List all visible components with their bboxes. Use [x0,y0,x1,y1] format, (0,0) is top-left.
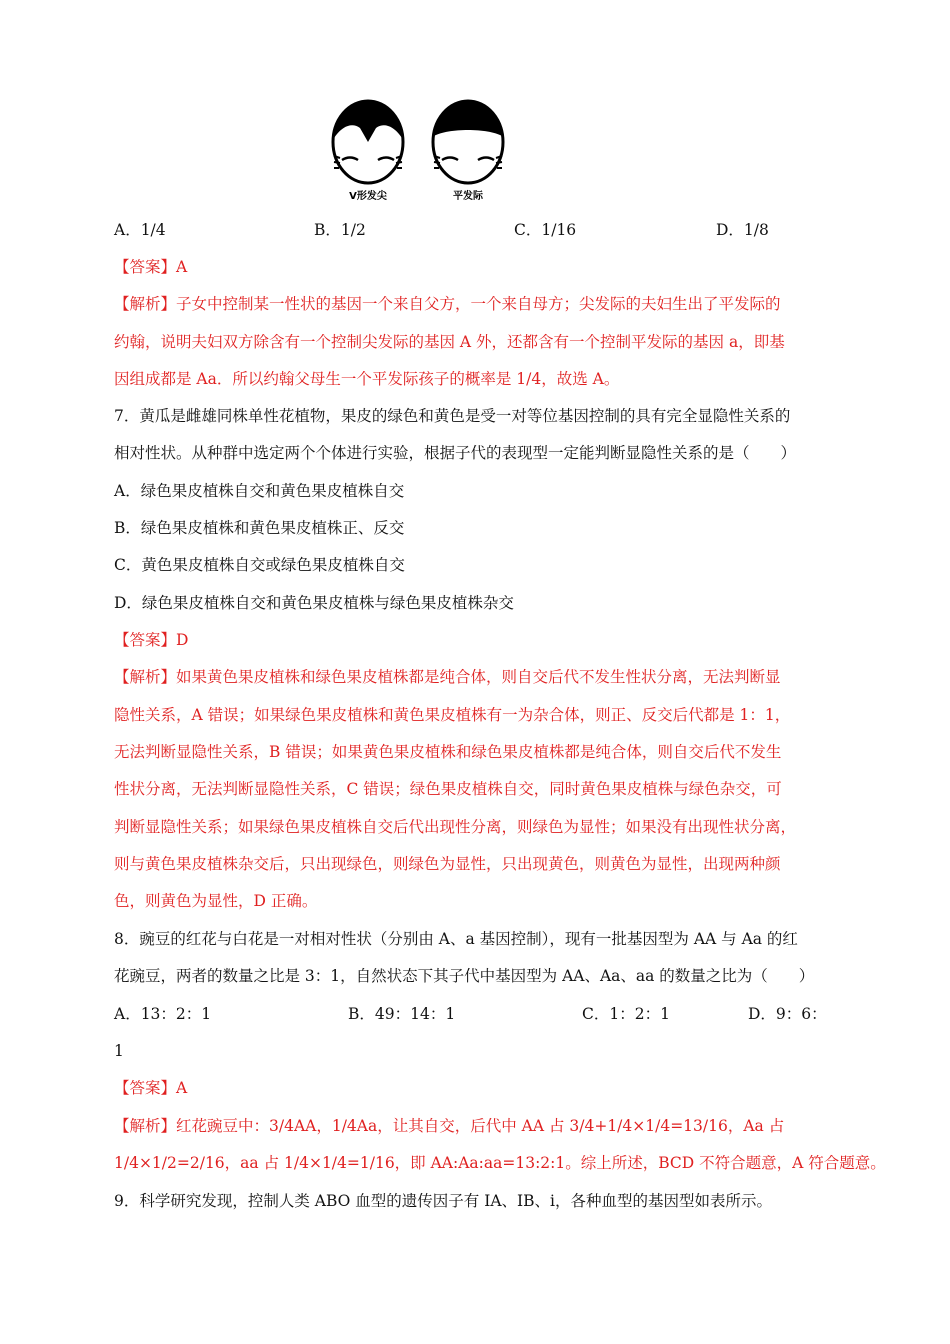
q7-stem-line-1: 7．黄瓜是雌雄同株单性花植物，果皮的绿色和黄色是受一对等位基因控制的具有完全显隐性关系的 [114,407,791,425]
q8-analysis-line-1: 【解析】红花豌豆中：3/4AA，1/4Aa，让其自交，后代中 AA 占 3/4+1/4×1/4=13/16，Aa 占 [114,1117,785,1135]
q8-analysis-line-2: 1/4×1/2=2/16，aa 占 1/4×1/4=1/16，即 AA:Aa:aa=13:2:1。综上所述，BCD 不符合题意，A 符合题意。 [114,1154,886,1172]
hairline-figure [330,98,510,206]
q7-option-a: A．绿色果皮植株自交和黄色果皮植株自交 [114,482,405,500]
q6-option-b: B．1/2 [314,221,366,239]
q7-option-c: C．黄色果皮植株自交或绿色果皮植株自交 [114,556,405,574]
q7-option-d: D．绿色果皮植株自交和黄色果皮植株与绿色果皮植株杂交 [114,594,514,612]
q7-option-b: B．绿色果皮植株和黄色果皮植株正、反交 [114,519,405,537]
q7-stem-line-2: 相对性状。从种群中选定两个个体进行实验，根据子代的表现型一定能判断显隐性关系的是（ ） [114,444,797,462]
q7-analysis-line-4: 性状分离，无法判断显隐性关系，C 错误；绿色果皮植株自交，同时黄色果皮植株与绿色杂交，可 [114,780,782,798]
straight-hairline-head-icon [433,101,503,183]
q7-analysis-line-1: 【解析】如果黄色果皮植株和绿色果皮植株都是纯合体，则自交后代不发生性状分离，无法判断显 [114,668,781,686]
q6-option-a: A．1/4 [114,221,166,239]
q6-analysis-line-2: 约翰，说明夫妇双方除含有一个控制尖发际的基因 A 外，还都含有一个控制平发际的基因 a，即基 [114,333,785,351]
v-hairline-head-icon [333,101,403,183]
q7-analysis-line-5: 判断显隐性关系；如果绿色果皮植株自交后代出现性分离，则绿色为显性；如果没有出现性状分离， [114,818,797,836]
q7-analysis-line-3: 无法判断显隐性关系，B 错误；如果黄色果皮植株和绿色果皮植株都是纯合体，则自交后代不发生 [114,743,782,761]
q8-answer: 【答案】A [114,1079,188,1097]
q9-stem: 9．科学研究发现，控制人类 ABO 血型的遗传因子有 IA、IB、i，各种血型的基因型如表所示。 [114,1192,773,1210]
q8-option-d-wrap: 1 [114,1042,124,1060]
q6-analysis-line-1: 【解析】子女中控制某一性状的基因一个来自父方，一个来自母方；尖发际的夫妇生出了平发际的 [114,295,781,313]
q6-option-c: C．1/16 [514,221,577,239]
figure-label-left: V形发尖 [349,191,387,202]
q7-analysis-line-7: 色，则黄色为显性，D 正确。 [114,892,318,910]
q8-option-a: A．13：2：1 [114,1005,212,1023]
q6-answer: 【答案】A [114,258,188,276]
q8-option-b: B．49：14：1 [348,1005,456,1023]
hairline-illustration [330,98,510,206]
q6-option-d: D．1/8 [716,221,769,239]
q8-stem-line-2: 花豌豆，两者的数量之比是 3：1，自然状态下其子代中基因型为 AA、Aa、aa 的数量之比为（ ） [114,967,815,985]
q7-analysis-line-2: 隐性关系，A 错误；如果绿色果皮植株和黄色果皮植株有一为杂合体，则正、反交后代都是 1：1， [114,706,791,724]
q8-option-c: C．1：2：1 [582,1005,670,1023]
figure-label-right: 平发际 [453,191,483,202]
q8-option-d: D．9：6： [748,1005,827,1023]
q7-answer: 【答案】D [114,631,189,649]
q7-analysis-line-6: 则与黄色果皮植株杂交后，只出现绿色，则绿色为显性，只出现黄色，则黄色为显性，出现两种颜 [114,855,781,873]
q6-analysis-line-3: 因组成都是 Aa．所以约翰父母生一个平发际孩子的概率是 1/4，故选 A。 [114,370,620,388]
q8-stem-line-1: 8．豌豆的红花与白花是一对相对性状（分别由 A、a 基因控制），现有一批基因型为 AA 与 Aa 的红 [114,930,798,948]
